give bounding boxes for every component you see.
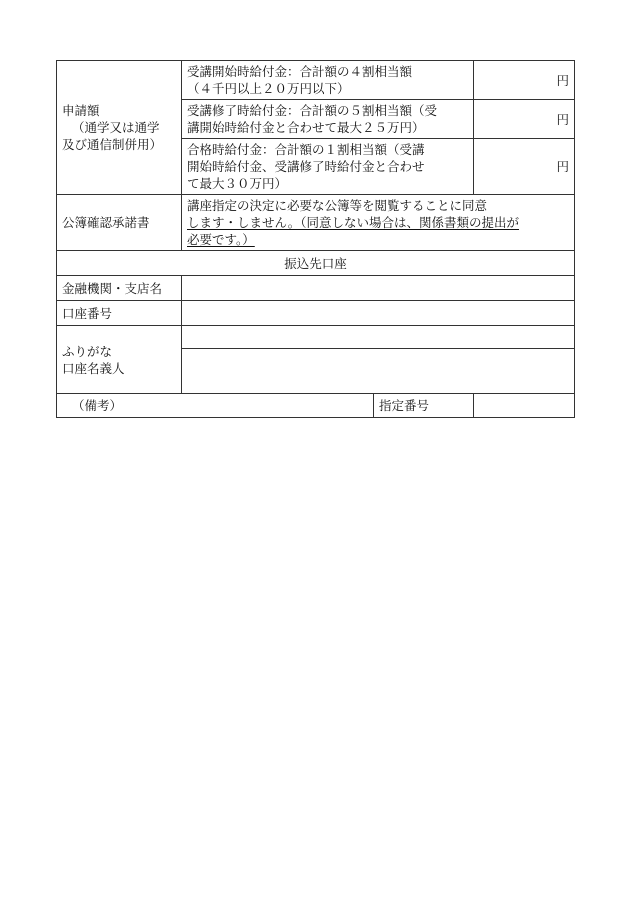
amount-completion-desc: 受講修了時給付金：合計額の５割相当額（受 講開始時給付金と合わせて最大２５万円） (182, 100, 474, 139)
institution-field[interactable] (182, 276, 575, 301)
furigana-field[interactable] (182, 326, 575, 349)
designation-number-field[interactable] (474, 394, 575, 418)
yen-unit: 円 (556, 72, 570, 88)
account-number-row (57, 301, 575, 326)
consent-line-3: 必要です。） (187, 232, 255, 247)
application-form-table (56, 60, 575, 418)
bank-section-title: 振込先口座 (57, 251, 575, 276)
account-holder-field[interactable] (182, 349, 575, 394)
application-amount-label: 申請額 (62, 103, 100, 118)
application-amount-label-cell (57, 61, 182, 195)
account-number-field[interactable] (182, 301, 575, 326)
consent-row (57, 195, 575, 251)
amount-pass-value[interactable] (474, 139, 575, 195)
amount-pass-desc: 合格時給付金：合計額の１割相当額（受講 開始時給付金、受講修了時給付金と合わせ て最大３０万円） (182, 139, 474, 195)
consent-line-2[interactable]: します・しません。（同意しない場合は、関係書類の提出が (187, 215, 520, 230)
amount-start-value[interactable] (474, 61, 575, 100)
yen-unit: 円 (556, 159, 570, 174)
furigana-label: ふりがな (62, 343, 113, 359)
application-amount-note-2: 及び通信制併用） (62, 137, 163, 152)
amount-row-start (57, 61, 575, 100)
institution-row (57, 276, 575, 301)
account-number-label: 口座番号 (57, 301, 182, 326)
consent-label: 公簿確認承諾書 (57, 195, 182, 251)
amount-start-desc: 受講開始時給付金：合計額の４割相当額 （４千円以上２０万円以下） (182, 61, 474, 100)
footer-row (57, 394, 575, 418)
institution-label: 金融機関・支店名 (57, 276, 182, 301)
remarks-cell[interactable] (57, 394, 374, 418)
consent-text-cell (182, 195, 575, 251)
amount-completion-value[interactable] (474, 100, 575, 139)
account-holder-label: 口座名義人 (62, 360, 125, 376)
account-holder-label-cell (57, 326, 182, 394)
designation-number-label: 指定番号 (374, 394, 474, 418)
bank-section-title-row (57, 251, 575, 276)
remarks-label: （備考） (72, 398, 123, 413)
consent-line-1: 講座指定の決定に必要な公簿等を閲覧することに同意 (187, 198, 488, 213)
application-amount-note-1: （通学又は通学 (72, 120, 160, 135)
furigana-row (57, 326, 575, 349)
yen-unit: 円 (556, 111, 570, 127)
